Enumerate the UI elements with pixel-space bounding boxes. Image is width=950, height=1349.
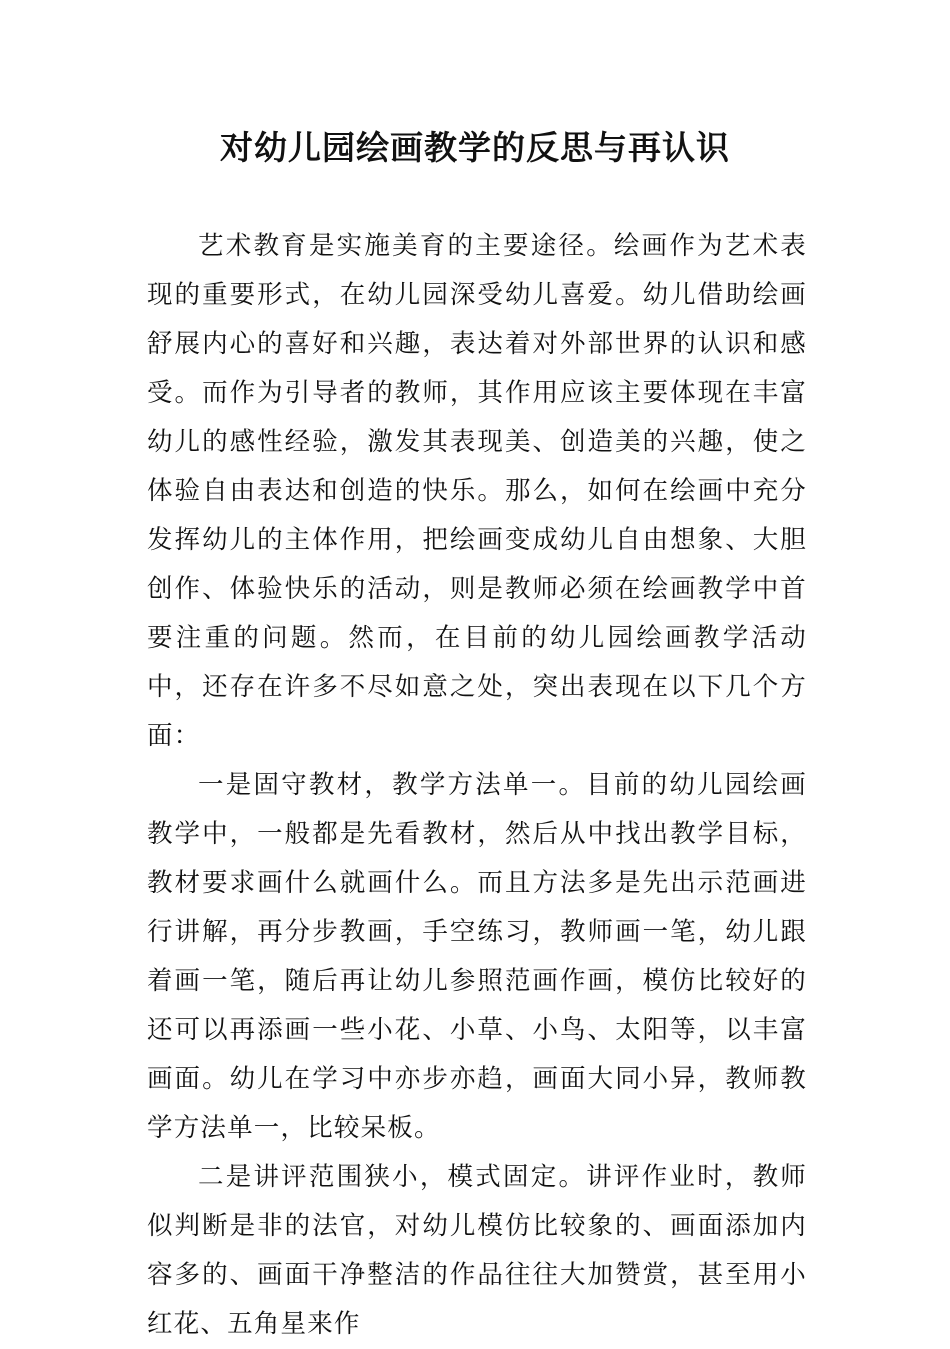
document-body — [147, 222, 807, 1349]
paragraph-2: 一是固守教材，教学方法单一。目前的幼儿园绘画教学中，一般都是先看教材，然后从中找出教学目标，教材要求画什么就画什么。而且方法多是先出示范画进行讲解，再分步教画，手空练习，教师画一笔，幼儿跟着画一笔，随后再让幼儿参照范画作画，模仿比较好的还可以再添画一些小花、小草、小鸟、太阳等，以丰富画面。幼儿在学习中亦步亦趋，画面大同小异，教师教学方法单一，比较呆板。 — [147, 770, 807, 1143]
paragraph-3: 二是讲评范围狭小，模式固定。讲评作业时，教师似判断是非的法官，对幼儿模仿比较象的、画面添加内容多的、画面干净整洁的作品往往大加赞赏，甚至用小红花、五角星来作 — [147, 1162, 807, 1339]
document-title: 对幼儿园绘画教学的反思与再认识 — [220, 128, 730, 167]
paragraph-1: 艺术教育是实施美育的主要途径。绘画作为艺术表现的重要形式，在幼儿园深受幼儿喜爱。幼儿借助绘画舒展内心的喜好和兴趣，表达着对外部世界的认识和感受。而作为引导者的教师，其作用应该主要体现在丰富幼儿的感性经验，激发其表现美、创造美的兴趣，使之体验自由表达和创造的快乐。那么，如何在绘画中充分发挥幼儿的主体作用，把绘画变成幼儿自由想象、大胆创作、体验快乐的活动，则是教师必须在绘画教学中首要注重的问题。然而，在目前的幼儿园绘画教学活动中，还存在许多不尽如意之处，突出表现在以下几个方面： — [147, 231, 807, 751]
